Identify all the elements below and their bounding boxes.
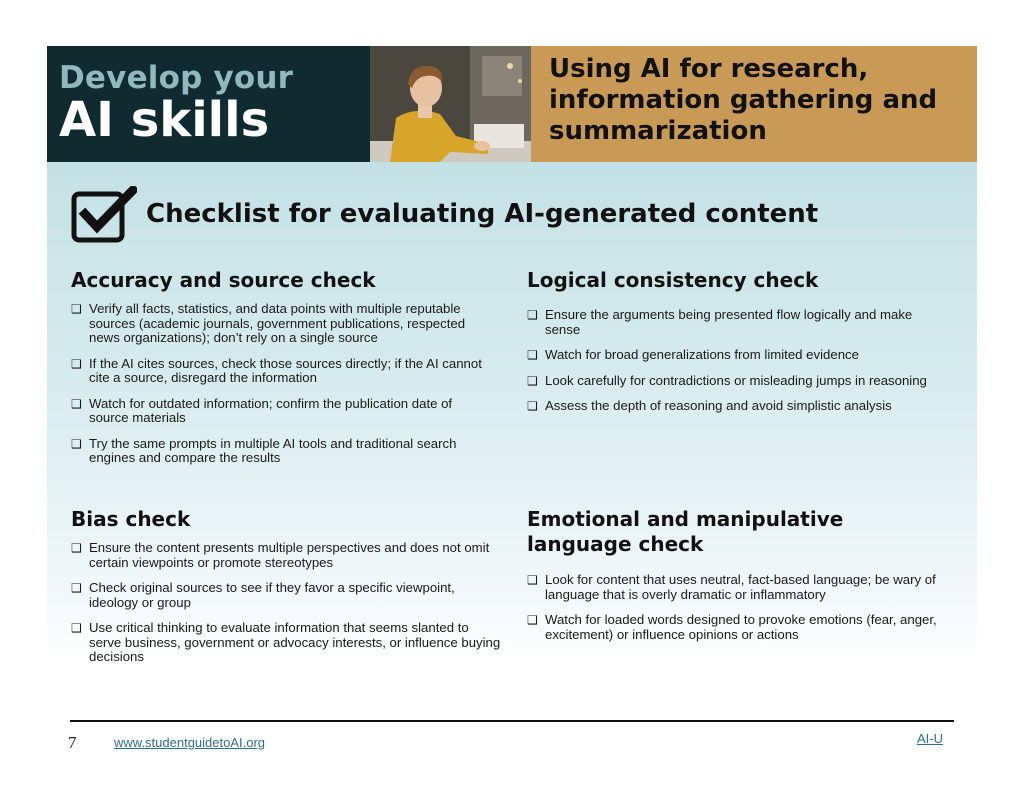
- list-item: [527, 348, 927, 363]
- checklist-items: [71, 302, 491, 466]
- list-item: [71, 541, 501, 570]
- section-logical-consistency: [527, 268, 927, 425]
- list-item-text: Use critical thinking to evaluate information that seems slanted to serve business, government or advocacy interests, or influence buying decisions: [89, 620, 501, 664]
- checkbox-bullet-icon: ❑: [527, 373, 538, 388]
- section-title: Accuracy and source check: [71, 268, 376, 292]
- section-title: Logical consistency check: [527, 268, 819, 292]
- checklist-items: [527, 308, 927, 414]
- section-title: Bias check: [71, 507, 191, 531]
- list-item-text: Check original sources to see if they favor a specific viewpoint, ideology or group: [89, 580, 455, 610]
- list-item: [71, 357, 491, 386]
- section-title: Emotional and manipulative language check: [527, 507, 844, 556]
- list-item: [527, 573, 937, 602]
- checkbox-bullet-icon: ❑: [71, 621, 82, 635]
- checklist-items: [527, 573, 937, 642]
- student-photo-illustration: [370, 46, 531, 162]
- checkbox-check-icon: [71, 186, 137, 244]
- list-item: [71, 302, 491, 346]
- checkbox-bullet-icon: ❑: [527, 573, 538, 587]
- section-emotional-language: [527, 507, 937, 653]
- checkbox-bullet-icon: ❑: [71, 302, 82, 316]
- checkbox-bullet-icon: ❑: [527, 613, 538, 627]
- checkbox-bullet-icon: ❑: [71, 436, 82, 451]
- banner-heading: Using AI for research, information gathering and summarization: [549, 54, 938, 146]
- banner-title: AI skills: [59, 92, 270, 148]
- checkbox-bullet-icon: ❑: [527, 399, 538, 413]
- list-item-text: Look for content that uses neutral, fact-based language; be wary of language that is overly dramatic or inflammatory: [545, 572, 936, 602]
- checkbox-bullet-icon: ❑: [71, 356, 82, 371]
- list-item: [71, 437, 491, 466]
- list-item-text: Watch for outdated information; confirm the publication date of source materials: [89, 395, 453, 425]
- website-link[interactable]: www.studentguidetoAI.org: [114, 735, 266, 750]
- list-item-text: Look carefully for contradictions or misleading jumps in reasoning: [545, 372, 927, 388]
- page-number: 7: [68, 733, 77, 752]
- banner-kicker: Develop your: [59, 60, 294, 96]
- list-item-text: Watch for broad generalizations from limited evidence: [545, 347, 859, 362]
- list-item-text: Ensure the content presents multiple perspectives and does not omit certain viewpoints or promote stereotypes: [89, 540, 490, 570]
- checkbox-bullet-icon: ❑: [527, 348, 538, 362]
- list-item-text: Ensure the arguments being presented flow logically and make sense: [545, 307, 913, 337]
- list-item-text: Try the same prompts in multiple AI tools and traditional search engines and compare the results: [89, 435, 457, 465]
- list-item: [527, 374, 927, 389]
- header-banner: [47, 46, 977, 162]
- list-item: [71, 581, 501, 610]
- list-item-text: Watch for loaded words designed to provoke emotions (fear, anger, excitement) or influence opinions or actions: [545, 612, 937, 642]
- list-item-text: If the AI cites sources, check those sources directly; if the AI cannot cite a source, disregard the information: [89, 355, 482, 385]
- banner-title-block: [47, 46, 370, 162]
- list-item: [527, 399, 927, 414]
- checkbox-bullet-icon: ❑: [71, 541, 82, 555]
- footer-divider: [70, 720, 954, 722]
- checklist-title: Checklist for evaluating AI-generated content: [146, 199, 819, 229]
- section-accuracy: [71, 268, 491, 477]
- list-item: [527, 308, 927, 337]
- student-photo: [370, 46, 531, 162]
- banner-heading-block: [531, 46, 977, 162]
- checkbox-bullet-icon: ❑: [71, 581, 82, 595]
- list-item-text: Verify all facts, statistics, and data points with multiple reputable sources (academic journals, government publications, respected news organizations); don’t rely on a single source: [89, 301, 466, 345]
- list-item: [71, 621, 501, 665]
- brand-link[interactable]: AI-U: [917, 731, 943, 746]
- checkbox-bullet-icon: ❑: [71, 396, 82, 411]
- list-item: [71, 397, 491, 426]
- list-item-text: Assess the depth of reasoning and avoid simplistic analysis: [545, 398, 892, 413]
- checklist-items: [71, 541, 501, 665]
- list-item: [527, 613, 937, 642]
- section-bias: [71, 507, 501, 676]
- checkbox-bullet-icon: ❑: [527, 308, 538, 322]
